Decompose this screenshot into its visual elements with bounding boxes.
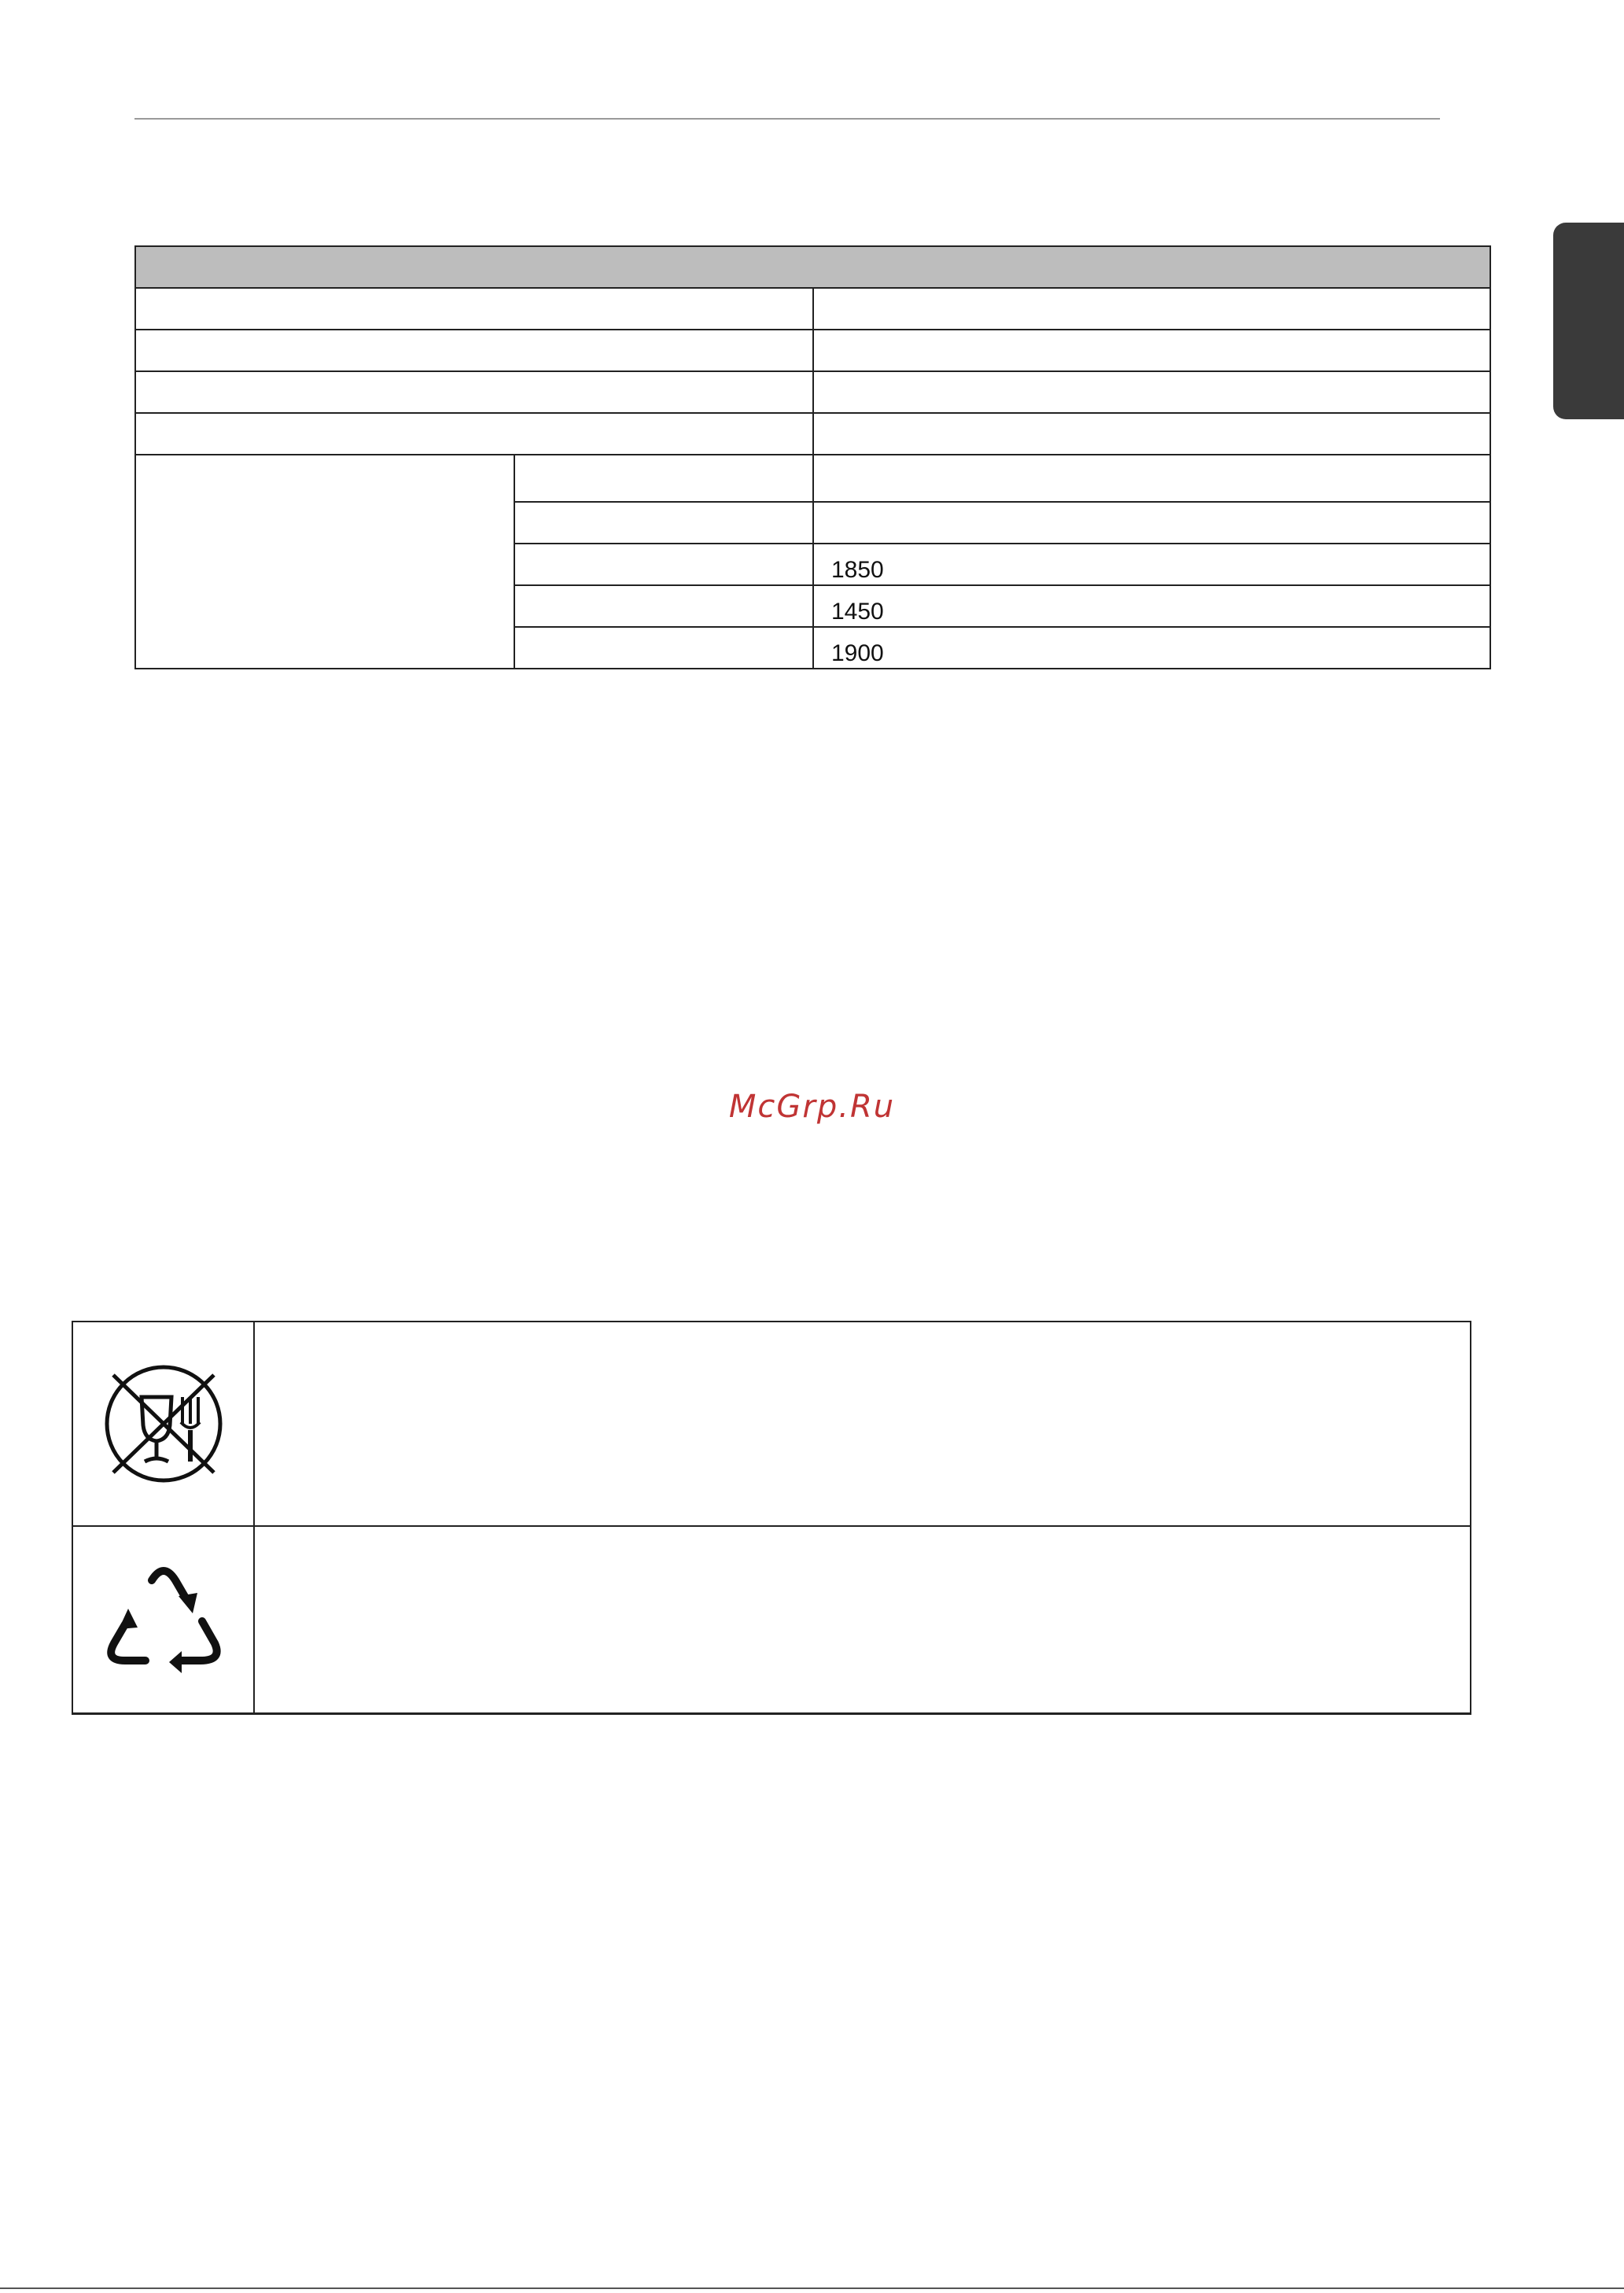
table-row <box>72 1322 1471 1526</box>
table-row <box>135 413 1490 455</box>
table-row <box>135 330 1490 371</box>
spec-value <box>813 330 1490 371</box>
spec-value <box>813 288 1490 330</box>
table-row <box>72 1526 1471 1714</box>
spec-value <box>813 502 1490 544</box>
spec-value <box>813 413 1490 455</box>
recycling-triangle-icon <box>73 1557 253 1683</box>
symbol-description <box>254 1526 1471 1714</box>
symbol-description <box>254 1322 1471 1526</box>
spec-table-header <box>135 246 1490 288</box>
spec-label <box>135 371 813 413</box>
spec-sublabel <box>514 585 813 627</box>
not-food-contact-icon <box>73 1361 253 1487</box>
spec-sublabel <box>514 627 813 669</box>
symbol-icon-cell <box>72 1526 254 1714</box>
header-rule <box>134 118 1440 120</box>
table-row <box>135 371 1490 413</box>
spec-group-label <box>135 455 514 669</box>
spec-label <box>135 288 813 330</box>
spec-value <box>813 455 1490 502</box>
spec-sublabel <box>514 502 813 544</box>
spec-sublabel <box>514 455 813 502</box>
symbol-icon-cell <box>72 1322 254 1526</box>
spec-value <box>813 371 1490 413</box>
spec-value: 1900 <box>813 627 1490 669</box>
spec-label <box>135 330 813 371</box>
table-row <box>135 455 1490 502</box>
footer-rule <box>0 2287 1624 2289</box>
spec-value: 1850 <box>813 544 1490 585</box>
specifications-table <box>134 245 1491 669</box>
symbols-table <box>72 1321 1471 1715</box>
spec-table-header-row <box>135 246 1490 288</box>
language-side-tab <box>1553 223 1624 419</box>
spec-sublabel <box>514 544 813 585</box>
spec-label <box>135 413 813 455</box>
table-row <box>135 288 1490 330</box>
watermark: McGrp.Ru <box>728 1089 896 1125</box>
spec-value: 1450 <box>813 585 1490 627</box>
